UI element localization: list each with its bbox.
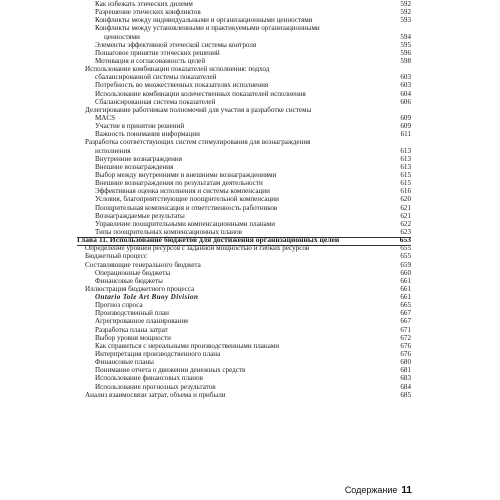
toc-entry-page: 653	[399, 235, 411, 245]
toc-entry	[77, 350, 411, 358]
toc-entry-title: Использование прогнозных результатов	[95, 382, 216, 391]
toc-entry-page: 606	[400, 97, 411, 106]
toc-entry-title: Типы поощрительных компенсационных планов	[95, 227, 242, 236]
toc-entry	[77, 301, 411, 309]
toc-entry-page: 659	[400, 260, 411, 269]
toc-entry-title: ценностями	[104, 32, 140, 41]
chapter-divider	[77, 245, 411, 246]
toc-entry-title: Агрегированное планирование	[95, 317, 189, 326]
toc-entry	[77, 285, 411, 293]
chapter-divider	[77, 237, 411, 238]
toc-entry	[77, 106, 411, 114]
toc-entry-page: 681	[400, 366, 411, 375]
toc-entry-title: Вознаграждаемые результаты	[95, 211, 185, 220]
toc-entry-page: 660	[400, 268, 411, 277]
toc-entry-title: Элементы эффективной этической системы контроля	[95, 40, 257, 49]
toc-entry	[77, 342, 411, 350]
toc-entry-title: Конфликты между индивидуальными и организационными ценностями	[95, 16, 313, 25]
toc-entry	[77, 309, 411, 317]
toc-entry	[77, 130, 411, 138]
toc-entry	[77, 98, 411, 106]
toc-entry	[77, 374, 411, 382]
toc-entry-title: Эффективная оценка исполнения и системы компенсации	[95, 187, 270, 196]
toc-entry-title: Условия, благоприятствующие поощрительной компенсации	[95, 195, 279, 204]
toc-entry-title: Бюджетный процесс	[85, 252, 148, 261]
toc-entry-page: 680	[400, 358, 411, 367]
toc-entry	[77, 122, 411, 130]
toc-entry-page: 595	[400, 40, 411, 49]
toc-entry	[77, 252, 411, 260]
toc-entry-page: 676	[400, 350, 411, 359]
toc-entry-page: 667	[400, 309, 411, 318]
toc-entry-page: 609	[400, 122, 411, 131]
toc-entry-title: Производственный план	[95, 309, 169, 318]
toc-entry-page: 676	[400, 341, 411, 350]
toc-entry-title: Разрешение этических конфликтов	[95, 8, 201, 17]
table-of-contents	[77, 0, 411, 399]
toc-entry-title: Важность понимания информации	[95, 130, 200, 139]
toc-entry-title: Иллюстрация бюджетного процесса	[85, 284, 195, 293]
toc-entry-page: 622	[400, 219, 411, 228]
toc-entry-page: 671	[400, 325, 411, 334]
toc-entry-title: Разработка плана затрат	[95, 325, 168, 334]
page-number: 11	[401, 485, 412, 496]
toc-entry-page: 598	[400, 56, 411, 65]
toc-entry-title: Использование комбинации показателей исполнения: подход	[85, 65, 270, 74]
toc-entry-title: Использование финансовых планов	[95, 374, 203, 383]
toc-entry-title: Участие в принятии решений	[95, 122, 185, 131]
toc-entry-title: сбалансированной системы показателей	[95, 73, 217, 82]
toc-entry-title: Выбор уровня мощности	[95, 333, 171, 342]
toc-entry-title: Управление поощрительными компенсационными планами	[95, 219, 276, 228]
toc-entry-title: Анализ взаимосвязи затрат, объема и прибыли	[85, 390, 226, 399]
toc-entry	[77, 90, 411, 98]
toc-entry-page: 661	[400, 293, 411, 302]
toc-entry-title: Определение уровней ресурсов с заданной мощностью и гибких ресурсов	[85, 244, 310, 253]
toc-entry	[77, 24, 411, 32]
footer-label: Содержание	[344, 485, 398, 495]
toc-entry-page: 611	[400, 130, 411, 139]
toc-entry-title: Ontario Tole Art Buoy Division	[95, 293, 199, 302]
toc-entry-title: Интерпретация производственного плана	[95, 350, 221, 359]
toc-entry	[77, 334, 411, 342]
toc-entry-page: 684	[400, 382, 411, 391]
toc-entry	[77, 269, 411, 277]
toc-entry-page: 667	[400, 317, 411, 326]
toc-entry	[77, 187, 411, 195]
toc-entry-title: Потребность во множественных показателях исполнения	[95, 81, 269, 90]
toc-entry	[77, 114, 411, 122]
toc-entry	[77, 163, 411, 171]
toc-entry	[77, 212, 411, 220]
toc-entry	[77, 73, 411, 81]
toc-entry-title: Конфликты между установленными и практикуемыми организационными	[95, 24, 320, 33]
toc-entry	[77, 220, 411, 228]
toc-entry	[77, 81, 411, 89]
toc-entry-title: Внешние вознаграждения по результатам деятельности	[95, 179, 263, 188]
toc-entry	[77, 277, 411, 285]
toc-entry	[77, 57, 411, 65]
toc-entry-title: Выбор между внутренними и внешними вознаграждениями	[95, 170, 277, 179]
toc-entry	[77, 155, 411, 163]
toc-entry-page: 596	[400, 48, 411, 57]
toc-entry-page: 661	[400, 284, 411, 293]
toc-entry-title: Мотивация и согласованность целей	[95, 56, 206, 65]
toc-entry	[77, 147, 411, 155]
toc-entry-page: 609	[400, 113, 411, 122]
toc-entry	[77, 49, 411, 57]
toc-entry	[77, 195, 411, 203]
toc-entry-page: 672	[400, 333, 411, 342]
page-footer	[345, 485, 412, 496]
toc-entry-title: MACS	[95, 113, 116, 122]
toc-entry	[77, 391, 411, 399]
toc-entry	[77, 16, 411, 24]
toc-entry	[77, 317, 411, 325]
toc-entry-title: Понимание отчета о движении денежных средств	[95, 366, 246, 375]
toc-entry-page: 621	[400, 203, 411, 212]
toc-entry-page: 661	[400, 276, 411, 285]
toc-entry-page: 621	[400, 211, 411, 220]
toc-entry-title: Поощрительная компенсация и ответственность работников	[95, 203, 278, 212]
toc-entry-title: Пошаговое принятие этических решений	[95, 48, 220, 57]
toc-entry-page: 616	[400, 187, 411, 196]
toc-entry	[77, 138, 411, 146]
toc-entry-title: Делегирование работникам полномочий для участия в разработке системы	[85, 105, 312, 114]
toc-entry-title: Финансовые бюджеты	[95, 276, 163, 285]
toc-entry-page: 594	[400, 32, 411, 41]
toc-entry	[77, 171, 411, 179]
toc-entry-page: 613	[400, 154, 411, 163]
toc-entry-page: 593	[400, 16, 411, 25]
toc-entry-title: Как избежать этических дилемм	[95, 0, 193, 8]
toc-entry-title: Использование комбинации количественных показателей исполнения	[95, 89, 306, 98]
toc-entry-page: 604	[400, 89, 411, 98]
toc-entry	[77, 8, 411, 16]
toc-entry-page: 685	[400, 390, 411, 399]
toc-entry-title: Как справиться с нереальными производственными планами	[95, 341, 280, 350]
toc-entry-title: Сбалансированная система показателей	[95, 97, 216, 106]
toc-entry-page: 655	[400, 244, 411, 253]
toc-entry-title: Составляющие генерального бюджета	[85, 260, 201, 269]
toc-entry-title: Операционные бюджеты	[95, 268, 171, 277]
toc-entry	[77, 41, 411, 49]
toc-entry	[77, 0, 411, 8]
toc-entry	[77, 204, 411, 212]
toc-entry-page: 613	[400, 146, 411, 155]
toc-entry-title: Внешние вознаграждения	[95, 162, 174, 171]
toc-entry	[77, 293, 411, 301]
toc-entry-title: Глава 11. Использование бюджетов для достижения организационных целей	[77, 235, 340, 245]
toc-entry-title: Финансовые планы	[95, 358, 154, 367]
toc-entry-title: Разработка соответствующих систем стимулирования для вознаграждения	[85, 138, 311, 147]
toc-entry	[77, 326, 411, 334]
toc-entry	[77, 261, 411, 269]
toc-entry-page: 592	[400, 0, 411, 8]
toc-entry-page: 623	[400, 227, 411, 236]
toc-entry-page: 613	[400, 162, 411, 171]
toc-entry-page: 665	[400, 301, 411, 310]
toc-entry	[77, 65, 411, 73]
toc-entry-page: 603	[400, 73, 411, 82]
toc-entry-page: 655	[400, 252, 411, 261]
toc-entry	[77, 366, 411, 374]
toc-entry-title: Прогноз спроса	[95, 301, 143, 310]
toc-entry-page: 620	[400, 195, 411, 204]
toc-entry-page: 615	[400, 170, 411, 179]
toc-entry-page: 592	[400, 8, 411, 17]
toc-entry	[77, 383, 411, 391]
toc-entry-page: 603	[400, 81, 411, 90]
toc-entry-page: 615	[400, 179, 411, 188]
toc-entry-page: 683	[400, 374, 411, 383]
toc-entry-title: Внутренние вознаграждения	[95, 154, 182, 163]
toc-entry	[77, 33, 411, 41]
toc-entry	[77, 179, 411, 187]
toc-entry	[77, 358, 411, 366]
toc-entry-title: исполнения	[95, 146, 131, 155]
